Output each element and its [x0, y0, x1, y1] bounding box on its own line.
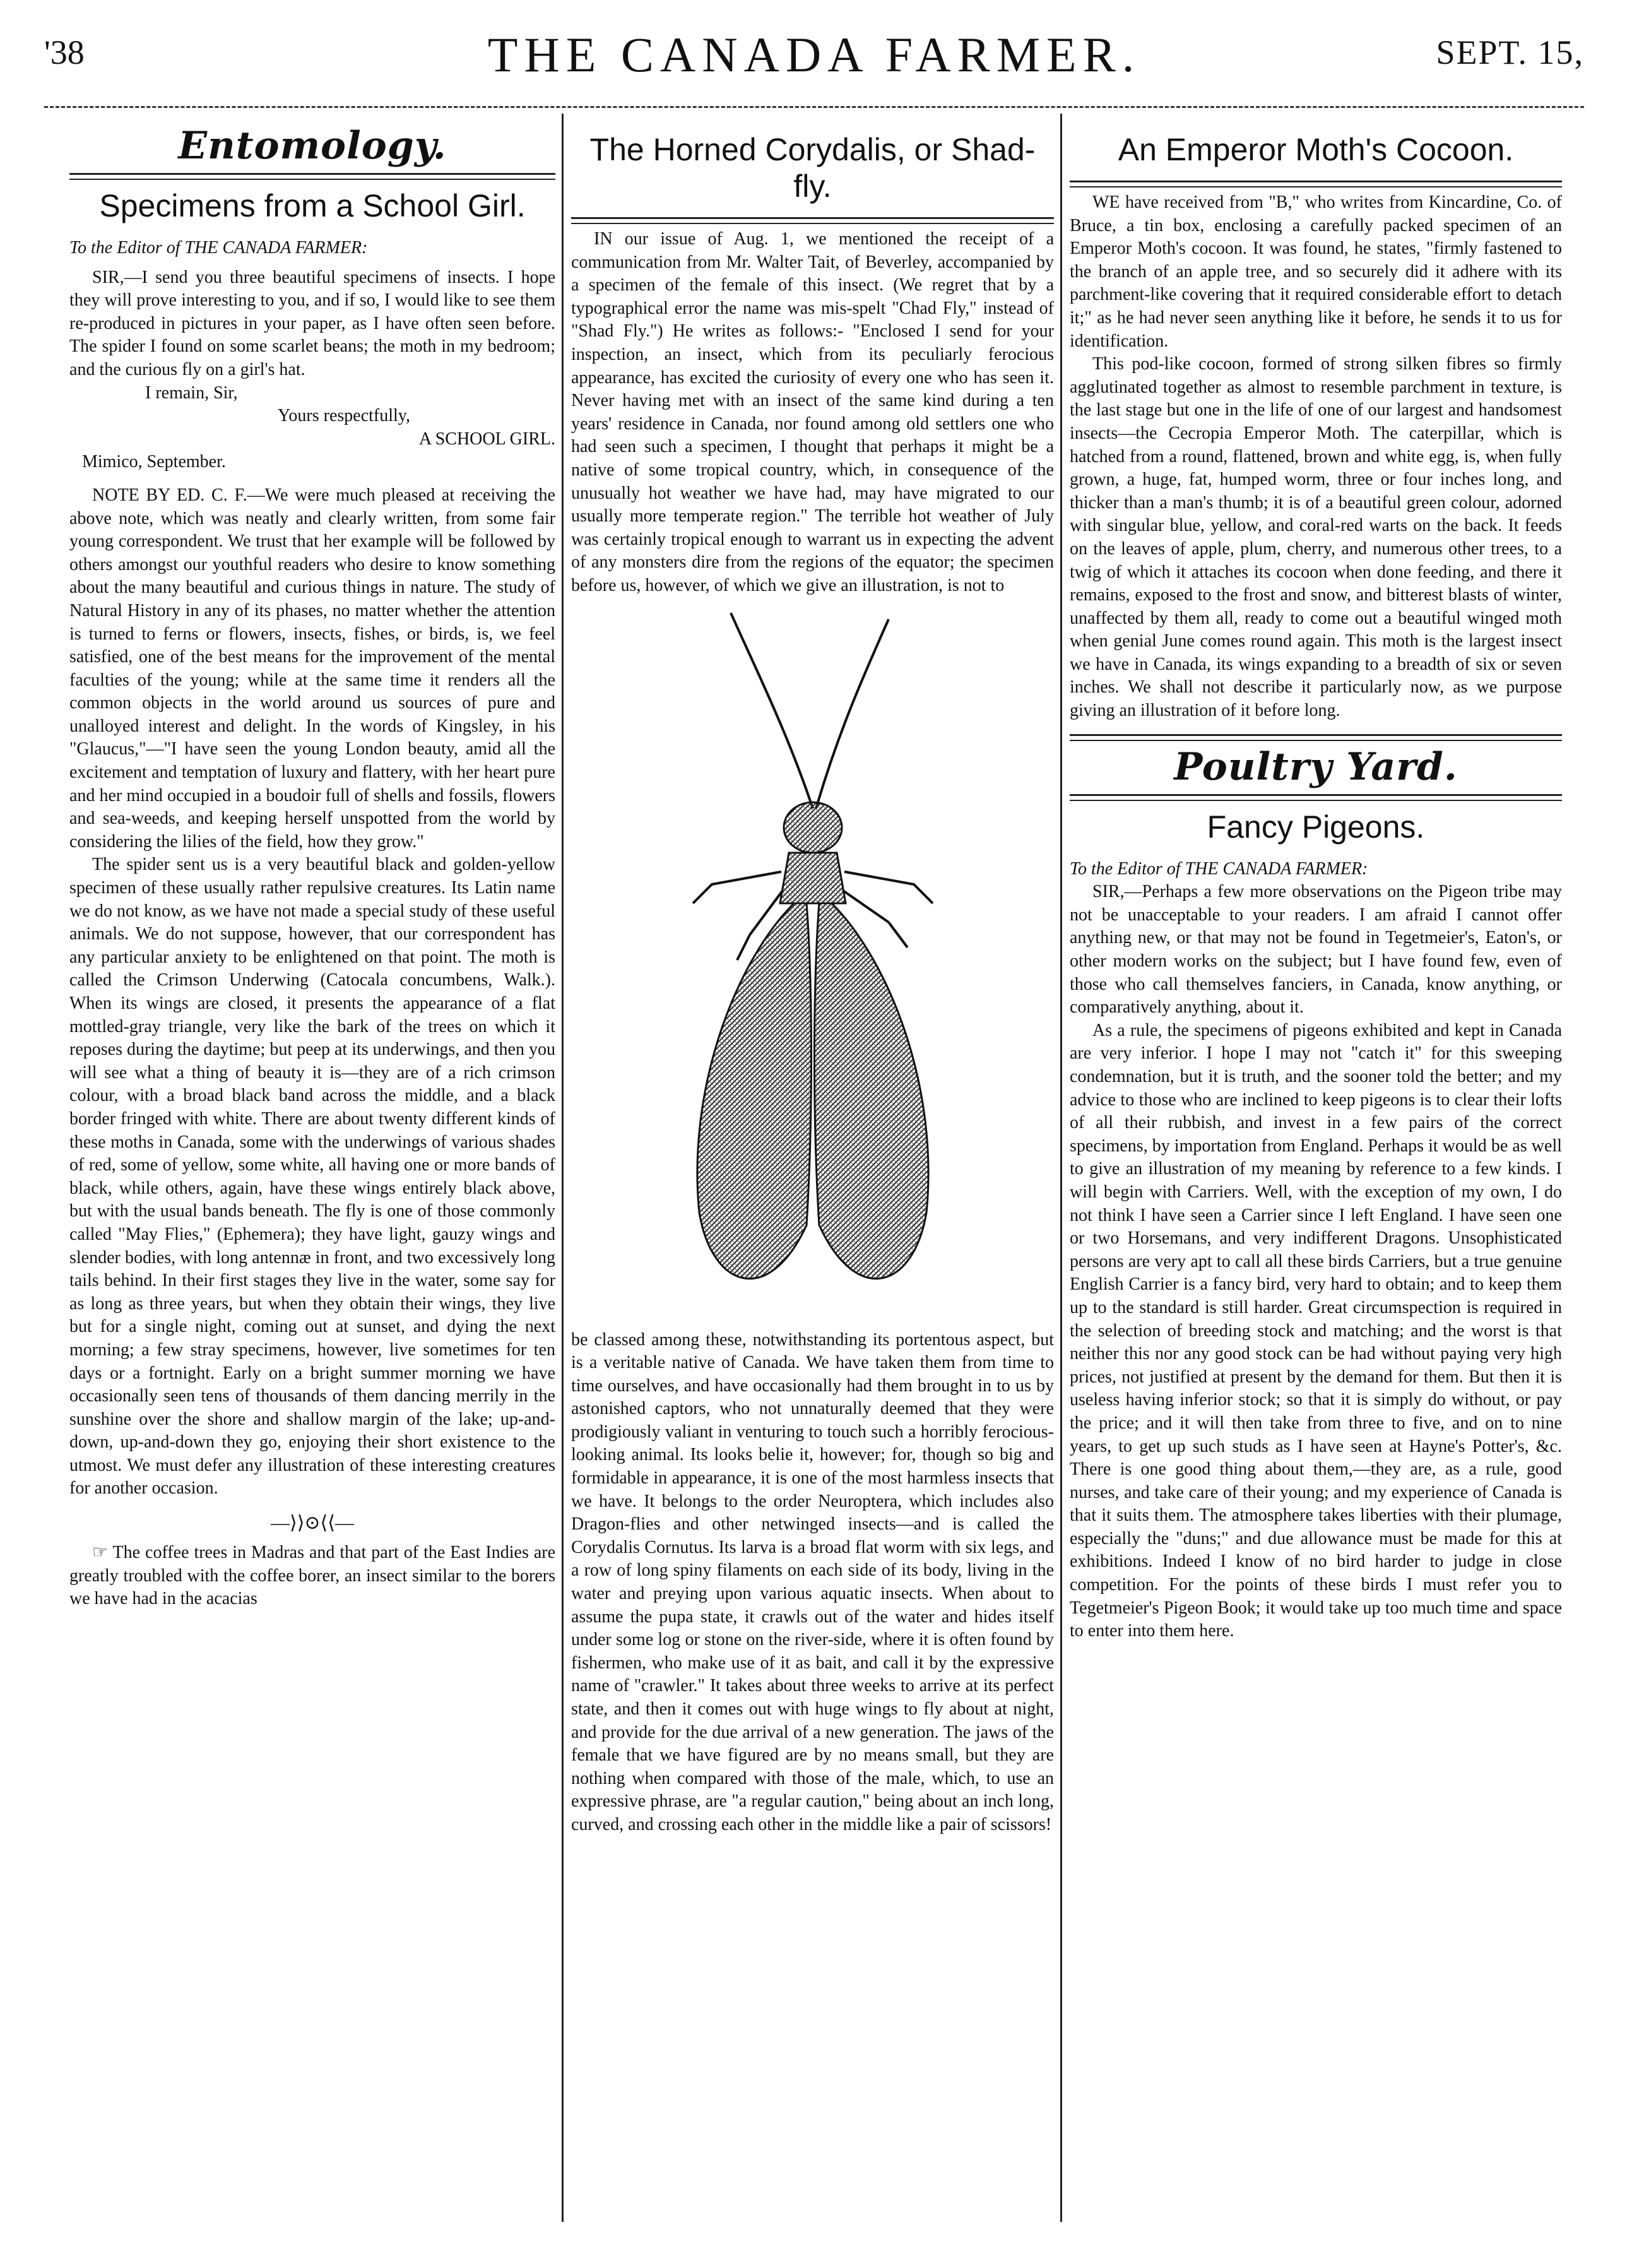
article-title: An Emperor Moth's Cocoon.	[1118, 132, 1514, 167]
section-rule	[69, 173, 555, 180]
letter-closing: I remain, Sir,	[145, 383, 238, 403]
corydalis-illustration	[624, 607, 1002, 1320]
masthead-rule	[44, 106, 1584, 108]
article-title: The Horned Corydalis, or Shad-fly.	[589, 132, 1036, 204]
article-paragraph: The spider sent us is a very beautiful black and golden-yellow specimen of these usually rather repulsive creatures. Its Latin name we do not know, as we have not made a special study of these useful animals. We do not suppose, however, that our correspondent has any particular anxiety to be enlightened on that point. The moth is called the Crimson Underwing (Catocala concumbens, Walk.). When its wings are closed, it presents the appearance of a flat mottled-gray triangle, very like the bark of the trees on which it reposes during the daytime; but peep at its underwings, and then you will see what a thing of beauty it is—they are of a rich crimson colour, with a broad black band across the middle, and a black border fringed with white. There are about twenty different kinds of these moths in Canada, some with the underwings of various shades of red, some of yellow, some white, all having one or more bands of black, while others, again, have these wings entirely black above, but with the usual bands beneath. The fly is one of those commonly called "May Flies," (Ephemera); they have light, gauzy wings and slender bodies, with long antennæ in front, and two excessively long tails behind. In their first stages they live in the water, some say for as long as three years, but when they obtain their wings, they live but for a single night, coming out at sunset, and dying the next morning; a few stray specimens, however, live sometimes for ten days or a fortnight. Early on a bright summer morning we have occasionally seen tens of thousands of them dancing merrily in the sunshine over the shore and shallow margin of the lake; up-and-down, up-and-down they go, enjoying their short existence to the utmost. We must defer any illustration of these interesting creatures for another occasion.	[69, 855, 555, 1499]
salutation: To the Editor of THE CANADA FARMER:	[69, 238, 368, 258]
title-rule	[1070, 181, 1562, 187]
newspaper-title: THE CANADA FARMER.	[487, 27, 1141, 82]
article-paragraph: be classed among these, notwithstanding its portentous aspect, but is a veritable native of Canada. We have taken them from time to time ourselves, and have occasionally had them brought in to us by astonished captors, who not unnaturally deemed that they were prodigiously valiant in venturing to touch such a horribly ferocious-looking animal. Its looks belie it, however; for, though so big and formidable in appearance, it is one of the most harmless insects that we have. It belongs to the order Neuroptera, which includes also Dragon-flies and other netwinged insects—and is called the Corydalis Cornutus. Its larva is a broad flat worm with six legs, and a row of long spiny filaments on each side of its body, living in the water and preying upon various aquatic insects. When about to assume the pupa state, it crawls out of the water and hides itself under some log or stone on the river-side, where it is often found by fishermen, who make use of it as bait, and call it by the expressive name of "crawler." It takes about three weeks to arrive at its perfect state, and then it comes out with huge wings to fly about at night, and provide for the due arrival of a new generation. The jaws of the female that we have figured are by no means small, but they are nothing when compared with those of the male, which, to use an expressive phrase, are "a regular caution," being about an inch long, curved, and crossing each other in the middle like a pair of scissors!	[571, 1329, 1054, 1834]
article-title: Specimens from a School Girl.	[99, 188, 526, 223]
title-rule	[571, 217, 1054, 224]
column-divider	[1060, 114, 1062, 2222]
section-title: Poultry Yard.	[1174, 744, 1458, 789]
editor-note: NOTE BY ED. C. F.—We were much pleased at receiving the above note, which was neatly and clearly written, from some fair young correspondent. We trust that her example will be followed by others amongst our youthful readers who desire to know something about the many beautiful and curious things in nature. The study of Natural History in any of its phases, no matter whether the attention is turned to ferns or flowers, insects, fishes, or birds, is, we feel satisfied, one of the best means for the improvement of the mental faculties of the young; while at the same time it renders all the common objects in the world around us sources of pure and unalloyed interest and delight. In the words of Kingsley, in his "Glaucus,"—"I have seen the young London beauty, amid all the excitement and temptation of luxury and flattery, with her heart pure and her mind occupied in a boudoir full of shells and fossils, flowers and sea-weeds, and keeping herself unspotted from the world by considering the lilies of the field, how they grow."	[69, 485, 555, 852]
masthead	[44, 27, 1584, 102]
column-emperor-moth	[1070, 120, 1562, 2222]
section-rule	[1070, 794, 1562, 801]
column-divider	[562, 114, 564, 2222]
letter-closing: Yours respectfully,	[278, 406, 410, 426]
article-paragraph: SIR,—Perhaps a few more observations on the Pigeon tribe may not be unacceptable to your readers. I am afraid I cannot offer anything new, or that may not be found in Tegetmeier's, Eaton's, or other modern works on the subject; but I have found few, even of those who call themselves fanciers, in Canada, know anything, or comparatively anything, about it.	[1070, 882, 1562, 1018]
page-number: '38	[44, 33, 85, 71]
column-corydalis	[571, 120, 1054, 2222]
article-paragraph: As a rule, the specimens of pigeons exhibited and kept in Canada are very inferior. I hope I may not "catch it" for this sweeping condemnation, but it is truth, and the sooner told the better; and my advice to those who are inclined to keep pigeons is to clear their lofts of all their rubbish, and invest in a few pairs of the correct specimens, by importation from England. Perhaps it would be as well to give an illustration of my meaning by reference to a few kinds. I will begin with Carriers. Well, with the exception of my own, I do not think I have seen a Carrier since I left England. I have seen one or two Horsemans, and very indifferent Dragons. Unsophisticated persons are very apt to call all these birds Carriers, but a true genuine English Carrier is a fancy bird, very hard to obtain; and to keep them up to the standard is still harder. Great circumspection is required in the selection of breeding stock and matching; and the worst is that neither this nor any good stock can be had without paying very high prices, not justified at present by the demand for them. But then it is useless having inferior stock; so that it is simply do without, or pay the price; and it will then take from three to five, and on to nine years, to get up such studs as I have seen at Hayne's Potter's, &c. There is one good thing about them,—they are, as a rule, good nurses, and take care of their young; and my experience of Canada is that it suits them. The atmosphere takes liberties with their plumage, especially the "duns;" and due allowance must be made for this at exhibitions. Indeed I know of no bird harder to judge in close competition. For the points of these birds I must refer you to Tegetmeier's Pigeon Book; it would take up too much time and space to enter into them here.	[1070, 1020, 1562, 1641]
letter-body: SIR,—I send you three beautiful specimens of insects. I hope they will prove interesting to you, and if so, I would like to see them re-produced in pictures in your paper, as I have often seen before. The spider I found on some scarlet beans; the moth in my bedroom; and the curious fly on a girl's hat.	[69, 267, 555, 379]
letter-signature: A SCHOOL GIRL.	[419, 429, 555, 449]
article-paragraph: WE have received from "B," who writes from Kincardine, Co. of Bruce, a tin box, enclosing a carefully packed specimen of an Emperor Moth's cocoon. It was found, he states, "firmly fastened to the branch of an apple tree, and so securely did it adhere with its parchment-like covering that it required considerable effort to detach it;" as he had never seen anything like it before, he sends it to us for identification.	[1070, 193, 1562, 351]
article-title: Fancy Pigeons.	[1207, 809, 1425, 845]
salutation: To the Editor of THE CANADA FARMER:	[1070, 858, 1368, 879]
article-paragraph: This pod-like cocoon, formed of strong silken fibres so firmly agglutinated together as almost to resemble parchment in texture, is the last stage but one in the life of one of our largest and handsomest insects—the Cecropia Emperor Moth. The caterpillar, which is hatched from a round, flattened, brown and white egg, is, when fully grown, a huge, fat, humped worm, three or four inches long, and thicker than a man's thumb; it is of a beautiful green colour, adorned with singular blue, yellow, and coral-red warts on the back. It feeds on the leaves of apple, plum, cherry, and numerous other trees, to a twig of which it attaches its cocoon when done feeding, and there it remains, exposed to the frost and snow, and bitterest blasts of winter, unaffected by them all, ready to come out a beautiful winged moth when genial June comes round again. This moth is the largest insect we have in Canada, its wings expanding to a breadth of six or seven inches. We shall not describe it particularly now, as we purpose giving an illustration of it before long.	[1070, 354, 1562, 721]
letter-place: Mimico, September.	[82, 452, 226, 472]
section-title: Entomology.	[178, 124, 447, 168]
issue-date: SEPT. 15,	[1436, 33, 1584, 71]
column-entomology	[69, 120, 555, 2222]
section-rule	[1070, 734, 1562, 741]
coffee-note: ☞ The coffee trees in Madras and that part of the East Indies are greatly troubled with the coffee borer, an insect similar to the borers we have had in the acacias	[69, 1543, 555, 1609]
article-paragraph: IN our issue of Aug. 1, we mentioned the receipt of a communication from Mr. Walter Tait, of Beverley, accompanied by a specimen of the female of this insect. (We regret that by a typographical error the name was mis-spelt "Chad Fly," instead of "Shad Fly.") He writes as follows:- "Enclosed I send for your inspection, an insect, which from its peculiarly ferocious appearance, has excited the curiosity of every one who has seen it. Never having met with an insect of the same kind during a ten years' residence in Canada, nor found among old settlers one who had seen such a specimen, I thought that perhaps it might be a native of some tropical country, which, in consequence of the unusually hot weather we have had, may have migrated to our usually more temperate region." The terrible hot weather of July was certainly tropical enough to warrant us in expecting the advent of any monsters dire from the regions of the equator; the specimen before us, however, of which we give an illustration, is not to	[571, 229, 1054, 595]
ornament-divider: —⟩⟩⊙⟨⟨—	[271, 1512, 354, 1534]
